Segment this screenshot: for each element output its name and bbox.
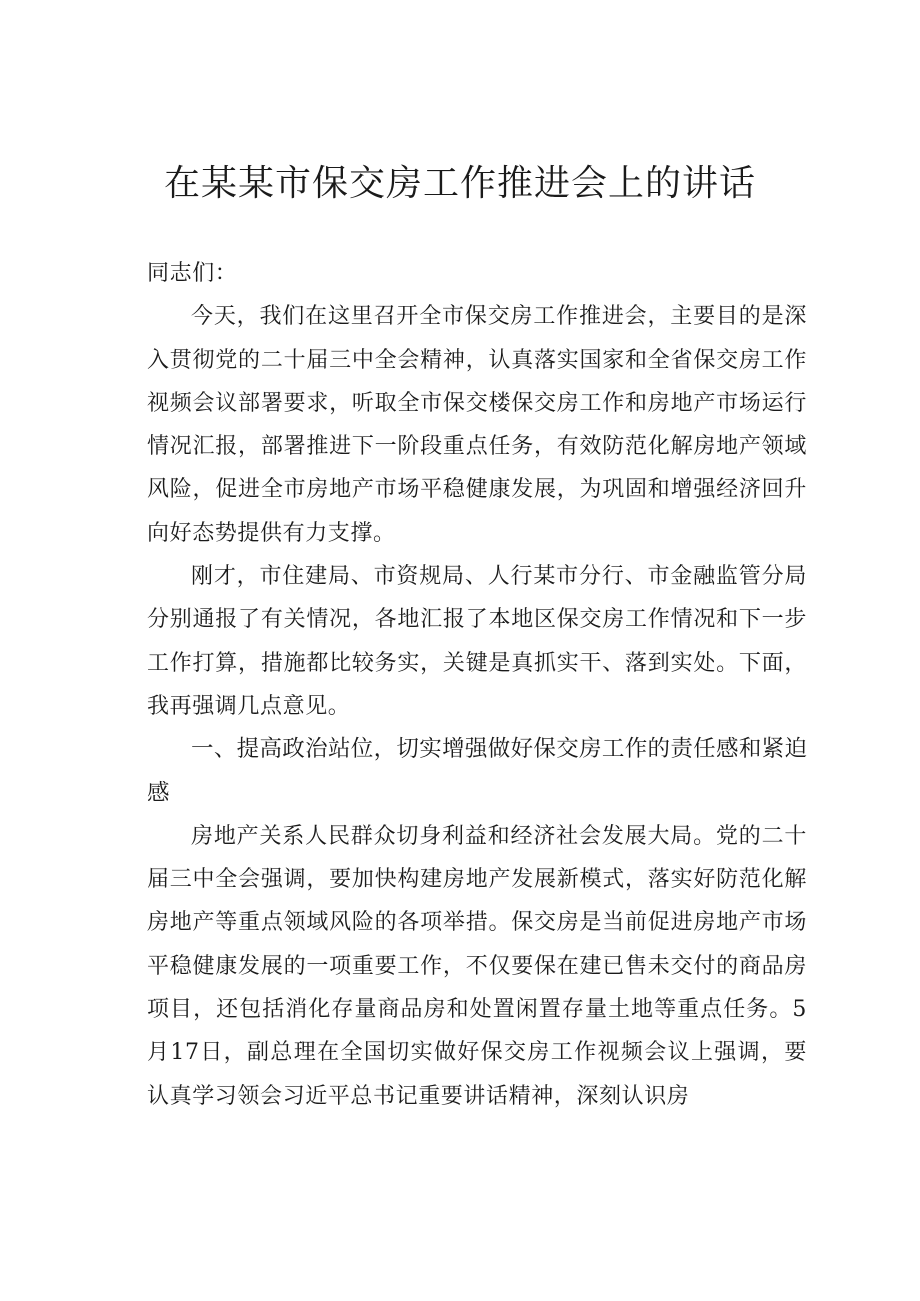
section-heading-1: 一、提高政治站位，切实增强做好保交房工作的责任感和紧迫感	[147, 736, 807, 806]
document-body	[147, 252, 807, 1118]
document-title: 在某某市保交房工作推进会上的讲话	[163, 163, 756, 204]
section-1-paragraph: 房地产关系人民群众切身利益和经济社会发展大局。党的二十届三中全会强调，要加快构建房地产发展新模式，落实好防范化解房地产等重点领域风险的各项举措。保交房是当前促进房地产市场平稳健康发展的一项重要工作，不仅要保在建已售未交付的商品房项目，还包括消化存量商品房和处置闲置存量土地等重点任务。5月17日，副总理在全国切实做好保交房工作视频会议上强调，要认真学习领会习近平总书记重要讲话精神，深刻认识房	[147, 823, 807, 1109]
salutation: 同志们：	[147, 261, 238, 286]
paragraph-opening: 今天，我们在这里召开全市保交房工作推进会，主要目的是深入贯彻党的二十届三中全会精神，认真落实国家和全省保交房工作视频会议部署要求，听取全市保交楼保交房工作和房地产市场运行情况汇报，部署推进下一阶段重点任务，有效防范化解房地产领域风险，促进全市房地产市场平稳健康发展，为巩固和增强经济回升向好态势提供有力支撑。	[147, 304, 807, 546]
paragraph-reports: 刚才，市住建局、市资规局、人行某市分行、市金融监管分局分别通报了有关情况，各地汇报了本地区保交房工作情况和下一步工作打算，措施都比较务实，关键是真抓实干、落到实处。下面，我再强调几点意见。	[147, 564, 807, 719]
